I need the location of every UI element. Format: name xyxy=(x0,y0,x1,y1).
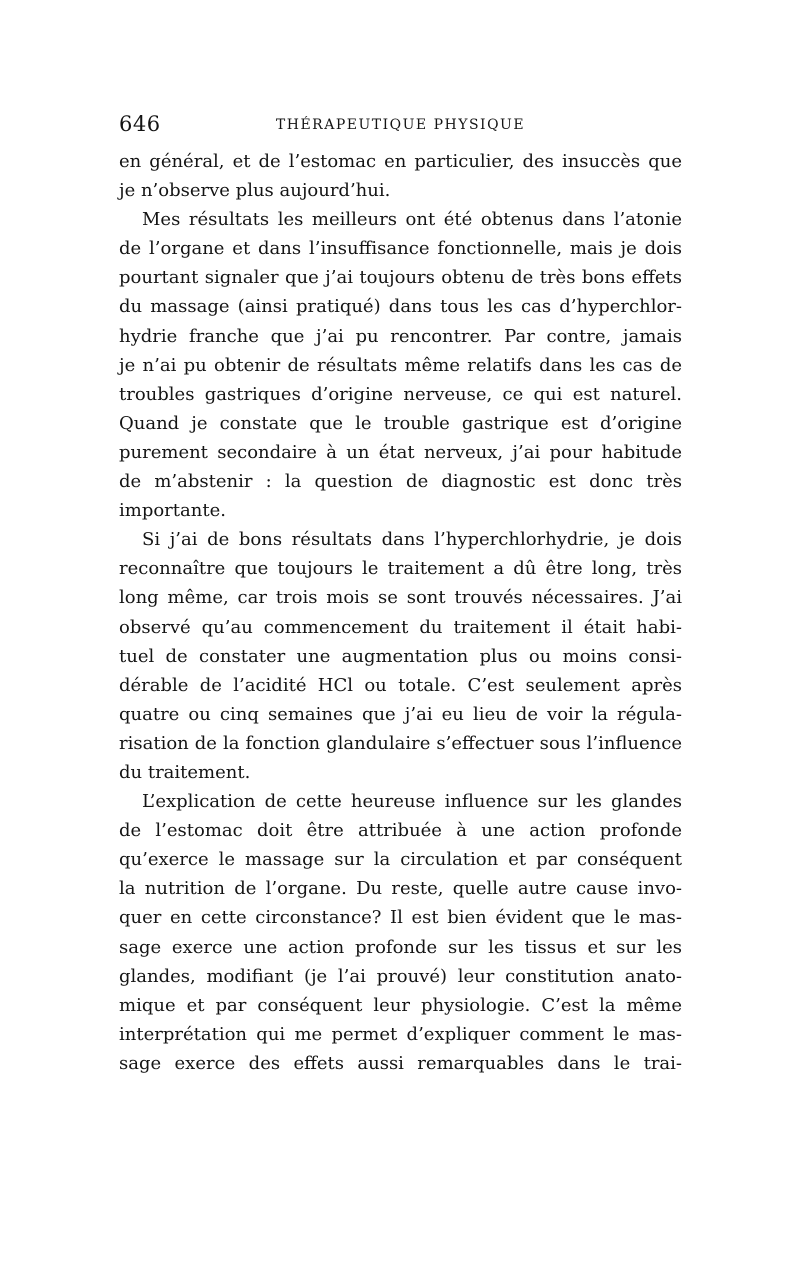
text-line: sage exerce des effets aussi remarquables dans le trai- xyxy=(119,1052,682,1074)
text-line: la nutrition de l’organe. Du reste, quelle autre cause invo- xyxy=(119,878,682,900)
text-line: en général, et de l’estomac en particulier, des insuccès que xyxy=(119,151,682,172)
text-line: Mes résultats les meilleurs ont été obtenus dans l’atonie xyxy=(142,209,682,231)
text-line: du massage (ainsi pratiqué) dans tous les cas d’hyperchlor- xyxy=(119,296,682,318)
text-line: purement secondaire à un état nerveux, j’ai pour habitude xyxy=(119,441,682,463)
text-line: je n’ai pu obtenir de résultats même relatifs dans les cas de xyxy=(119,354,682,376)
text-line: sage exerce une action profonde sur les tissus et sur les xyxy=(119,936,682,958)
text-line: pourtant signaler que j’ai toujours obtenu de très bons effets xyxy=(119,267,682,289)
text-line: hydrie franche que j’ai pu rencontrer. Par contre, jamais xyxy=(119,325,682,347)
text-line: risation de la fonction glandulaire s’effectuer sous l’influence xyxy=(119,732,682,754)
text-line: reconnaître que toujours le traitement a dû être long, très xyxy=(119,558,682,580)
text-line: du traitement. xyxy=(119,761,251,783)
text-line: long même, car trois mois se sont trouvés nécessaires. J’ai xyxy=(119,587,682,609)
text-line: mique et par conséquent leur physiologie. C’est la même xyxy=(119,994,682,1016)
text-line: quatre ou cinq semaines que j’ai eu lieu de voir la régula- xyxy=(119,703,682,725)
text-line: qu’exerce le massage sur la circulation et par conséquent xyxy=(119,849,682,871)
body-text xyxy=(119,147,682,1078)
text-line: dérable de l’acidité HCl ou totale. C’est seulement après xyxy=(119,674,682,696)
text-line: quer en cette circonstance? Il est bien évident que le mas- xyxy=(119,907,682,929)
text-line: glandes, modifiant (je l’ai prouvé) leur constitution anato- xyxy=(119,965,682,987)
text-line: Quand je constate que le trouble gastrique est d’origine xyxy=(119,412,682,434)
text-line: interprétation qui me permet d’expliquer comment le mas- xyxy=(119,1023,682,1045)
text-line: importante. xyxy=(119,500,226,522)
text-line: Si j’ai de bons résultats dans l’hyperchlorhydrie, je dois xyxy=(142,529,682,551)
text-line: de m’abstenir : la question de diagnostic est donc très xyxy=(119,471,682,493)
text-line: observé qu’au commencement du traitement il était habi- xyxy=(119,616,682,638)
text-line: de l’organe et dans l’insuffisance fonctionnelle, mais je dois xyxy=(119,238,682,260)
text-line: troubles gastriques d’origine nerveuse, ce qui est naturel. xyxy=(119,383,682,405)
text-line: de l’estomac doit être attribuée à une action profonde xyxy=(119,820,682,842)
running-head xyxy=(119,112,682,142)
running-title: THÉRAPEUTIQUE PHYSIQUE xyxy=(275,117,526,133)
text-line: tuel de constater une augmentation plus ou moins consi- xyxy=(119,645,682,667)
page-number: 646 xyxy=(119,112,161,136)
text-line: L’explication de cette heureuse influence sur les glandes xyxy=(142,791,682,813)
text-line: je n’observe plus aujourd’hui. xyxy=(119,180,391,202)
